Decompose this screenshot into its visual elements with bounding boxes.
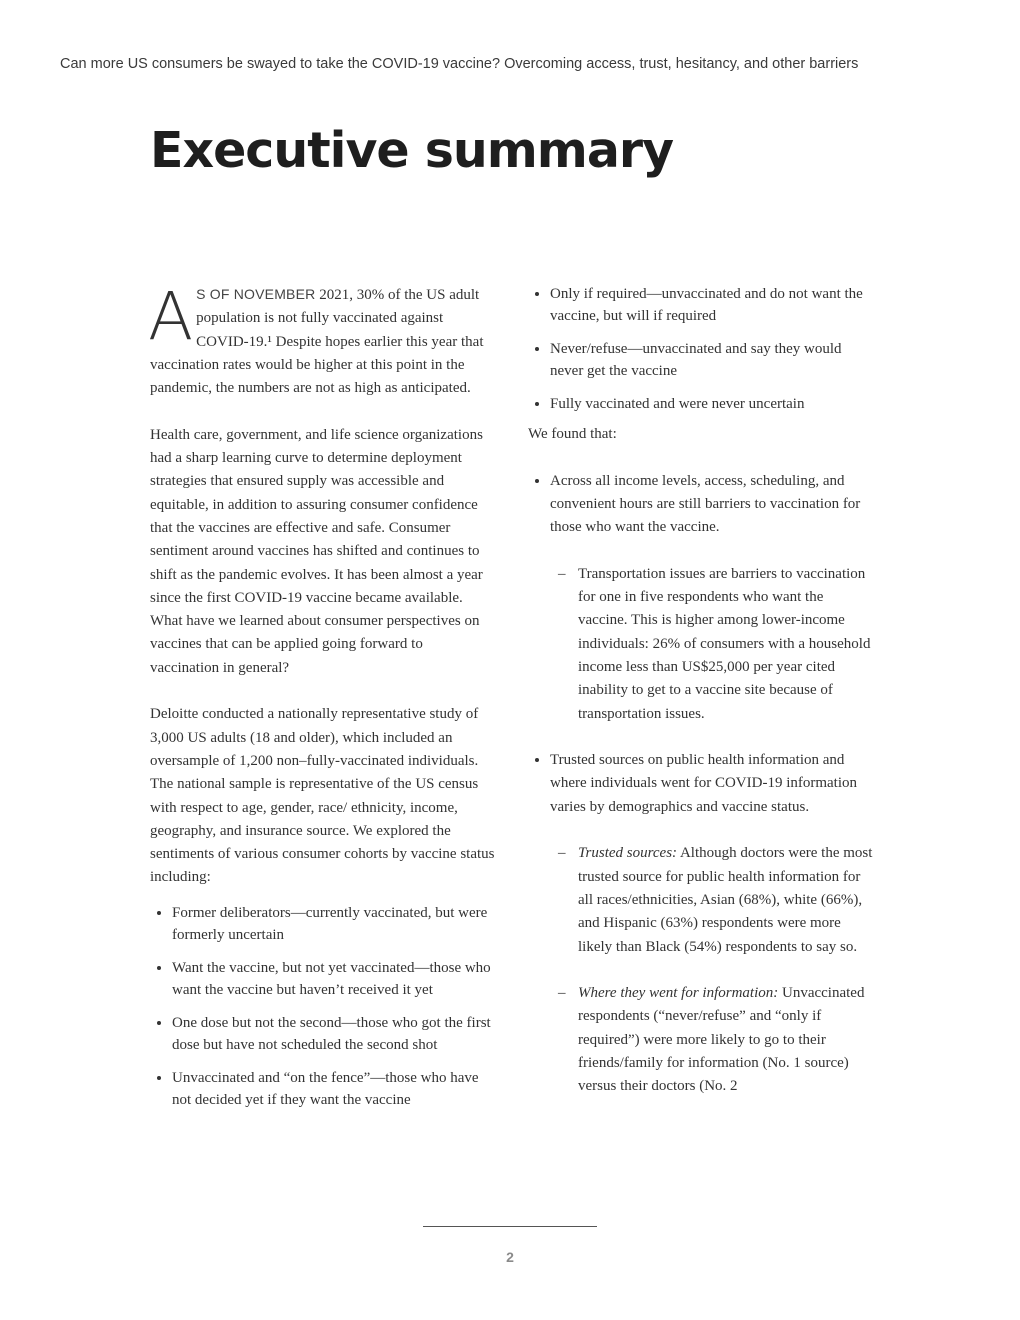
finding-2-sublist (528, 842, 873, 1098)
finding-access: Across all income levels, access, scheduling, and convenient hours are still barriers to vaccination for those who want the vaccine. (528, 470, 873, 540)
left-column (148, 278, 495, 1111)
finding-list-2 (528, 749, 873, 819)
findings-intro: We found that: (528, 426, 617, 442)
cohort-list-continued (528, 283, 873, 415)
drop-cap: A (148, 278, 194, 355)
page-title: Executive summary (150, 122, 674, 179)
intro-paragraph (148, 278, 495, 400)
running-header: Can more US consumers be swayed to take the COVID-19 vaccine? Overcoming access, trust, hesitancy, and other barriers (60, 56, 859, 72)
paragraph-study: Deloitte conducted a nationally representative study of 3,000 US adults (18 and older), which included an oversample of 1,200 non–fully-vaccinated individuals. The national sample is representative of the US census with respect to age, gender, race/ ethnicity, income, geography, and insurance source. We explored the sentiments of various consumer cohorts by vaccine status including: (150, 706, 495, 886)
intro-smallcaps: S OF NOVEMBER (196, 286, 316, 302)
list-item: Unvaccinated and “on the fence”—those who have not decided yet if they want the vaccine (150, 1067, 495, 1111)
right-column (528, 283, 873, 1099)
list-item: Only if required—unvaccinated and do not want the vaccine, but will if required (528, 283, 873, 327)
subfinding-label: Where they went for information: (578, 985, 779, 1002)
list-item: One dose but not the second—those who got the first dose but have not scheduled the second shot (150, 1012, 495, 1056)
subfinding-text: Although doctors were the most trusted source for public health information for all races/ethnicities, Asian (68%), white (66%), and Hispanic (63%) respondents were more likely than Black (54%) respondents to say so. (578, 845, 873, 955)
intro-text: 2021, 30% of the US adult population is not fully vaccinated against COVID-19.¹ Despite hopes earlier this year that vaccination rates would be higher at this point in the pandemic, the numbers are not as high as anticipated. (150, 287, 484, 397)
footer-divider (423, 1226, 597, 1227)
list-item (528, 842, 873, 958)
subfinding-text: Unvaccinated respondents (“never/refuse” and “only if required”) were more likely to go to their friends/family for information (No. 1 source) versus their doctors (No. 2 (578, 985, 865, 1095)
list-item: Want the vaccine, but not yet vaccinated—those who want the vaccine but haven’t received it yet (150, 957, 495, 1001)
finding-transportation: – Transportation issues are barriers to vaccination for one in five respondents who want the vaccine. This is higher among lower-income individuals: 26% of consumers with a household income less than US$25,000 per year cited inability to get to a vaccine site because of transportation issues. (528, 563, 873, 726)
list-item: Former deliberators—currently vaccinated, but were formerly uncertain (150, 902, 495, 946)
paragraph-organizations: Health care, government, and life science organizations had a sharp learning curve to determine deployment strategies that ensured supply was accessible and equitable, in addition to assuring consumer confidence that the vaccines are effective and safe. Consumer sentiment around vaccines has shifted and continues to shift as the pandemic evolves. It has been almost a year since the first COVID-19 vaccine became available. What have we learned about consumer perspectives on vaccines that can be applied going forward to vaccination in general? (150, 426, 483, 676)
list-item: Never/refuse—unvaccinated and say they would never get the vaccine (528, 338, 873, 382)
finding-trusted-sources: Trusted sources on public health information and where individuals went for COVID-19 information varies by demographics and vaccine status. (528, 749, 873, 819)
subfinding-label: Trusted sources: (578, 845, 678, 862)
page-number: 2 (506, 1249, 514, 1265)
finding-list-1 (528, 470, 873, 540)
list-item: Fully vaccinated and were never uncertain (528, 393, 873, 415)
list-item (528, 982, 873, 1098)
cohort-list (150, 902, 495, 1111)
finding-1-sublist (528, 563, 873, 726)
